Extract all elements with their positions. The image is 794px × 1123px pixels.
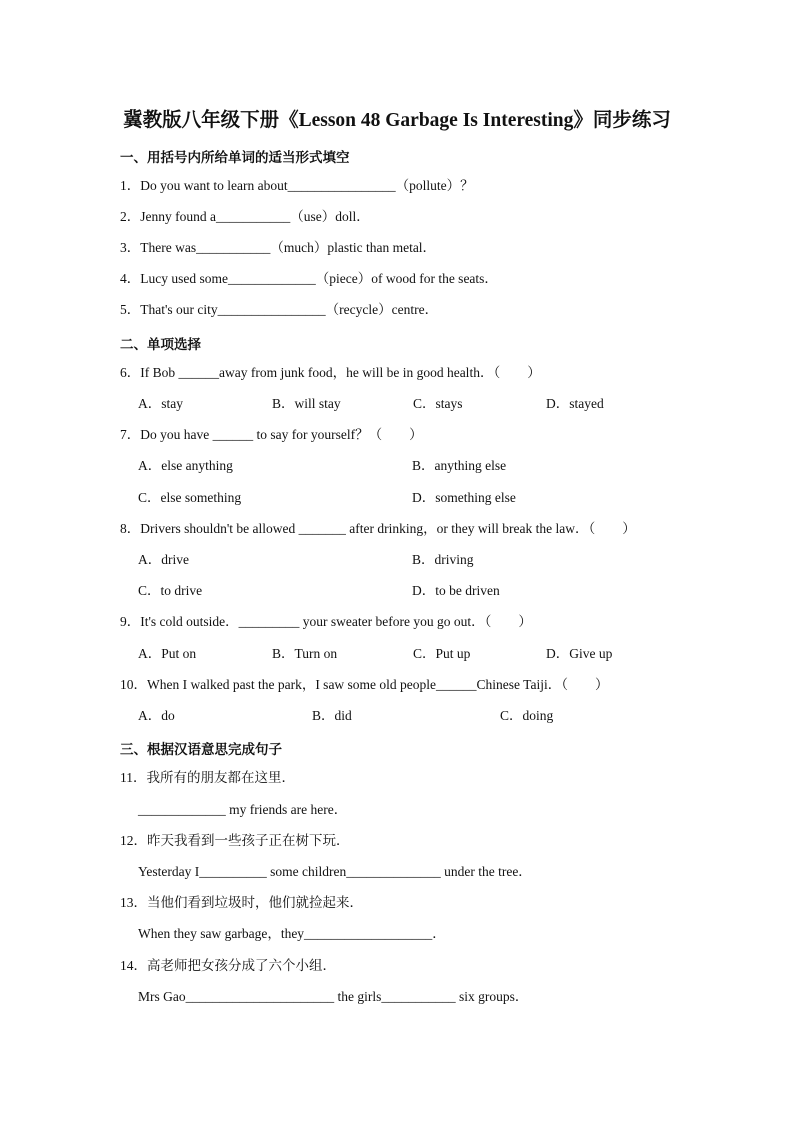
question-13-english: When they saw garbage，they___________________． — [138, 926, 446, 941]
question-8-option-a: A．drive — [138, 552, 189, 567]
question-3: 3．There was___________（much）plastic than metal． — [120, 240, 437, 255]
question-2: 2．Jenny found a___________（use）doll． — [120, 209, 370, 224]
question-9-option-d: D．Give up — [546, 646, 613, 661]
question-12-chinese: 12．昨天我看到一些孩子正在树下玩． — [120, 833, 350, 848]
question-9-option-b: B．Turn on — [272, 646, 338, 661]
question-8: 8．Drivers shouldn't be allowed _______ after drinking，or they will break the law．（ ） — [120, 521, 636, 536]
question-9-option-a: A．Put on — [138, 646, 197, 661]
question-7-option-b: B．anything else — [412, 458, 507, 473]
question-7-option-a: A．else anything — [138, 458, 233, 473]
question-9: 9．It's cold outside．_________ your sweater before you go out．（ ） — [120, 614, 532, 629]
question-6: 6．If Bob ______away from junk food，he will be in good health．（ ） — [120, 365, 541, 380]
question-4: 4．Lucy used some_____________（piece）of wood for the seats． — [120, 271, 498, 286]
worksheet-title: 冀教版八年级下册《Lesson 48 Garbage Is Interesting》同步练习 — [123, 110, 671, 131]
question-8-option-b: B．driving — [412, 552, 474, 567]
question-7: 7．Do you have ______ to say for yourself？（ ） — [120, 427, 423, 442]
question-6-option-d: D．stayed — [546, 396, 604, 411]
question-7-option-c: C．else something — [138, 490, 242, 505]
question-1: 1．Do you want to learn about________________（pollute）？ — [120, 178, 474, 193]
question-6-option-b: B．will stay — [272, 396, 341, 411]
question-8-option-d: D．to be driven — [412, 583, 500, 598]
question-6-option-a: A．stay — [138, 396, 183, 411]
question-11-chinese: 11．我所有的朋友都在这里． — [120, 770, 295, 785]
section-heading-multiple-choice: 二、单项选择 — [120, 337, 201, 352]
question-14-chinese: 14．高老师把女孩分成了六个小组． — [120, 958, 336, 973]
question-7-option-d: D．something else — [412, 490, 516, 505]
question-10-option-b: B．did — [312, 708, 352, 723]
question-13-chinese: 13．当他们看到垃圾时，他们就捡起来． — [120, 895, 363, 910]
section-heading-complete-sentences: 三、根据汉语意思完成句子 — [120, 742, 282, 757]
question-5: 5．That's our city________________（recycle）centre． — [120, 302, 439, 317]
question-10: 10．When I walked past the park，I saw some old people______Chinese Taiji．（ ） — [120, 677, 609, 692]
question-8-option-c: C．to drive — [138, 583, 203, 598]
question-12-english: Yesterday I__________ some children______________ under the tree． — [138, 864, 532, 879]
question-10-option-c: C．doing — [500, 708, 554, 723]
section-heading-fill-blanks: 一、用括号内所给单词的适当形式填空 — [120, 150, 350, 165]
question-11-english: _____________ my friends are here． — [138, 802, 348, 817]
question-6-option-c: C．stays — [413, 396, 463, 411]
question-10-option-a: A．do — [138, 708, 175, 723]
question-14-english: Mrs Gao______________________ the girls___________ six groups． — [138, 989, 529, 1004]
question-9-option-c: C．Put up — [413, 646, 471, 661]
